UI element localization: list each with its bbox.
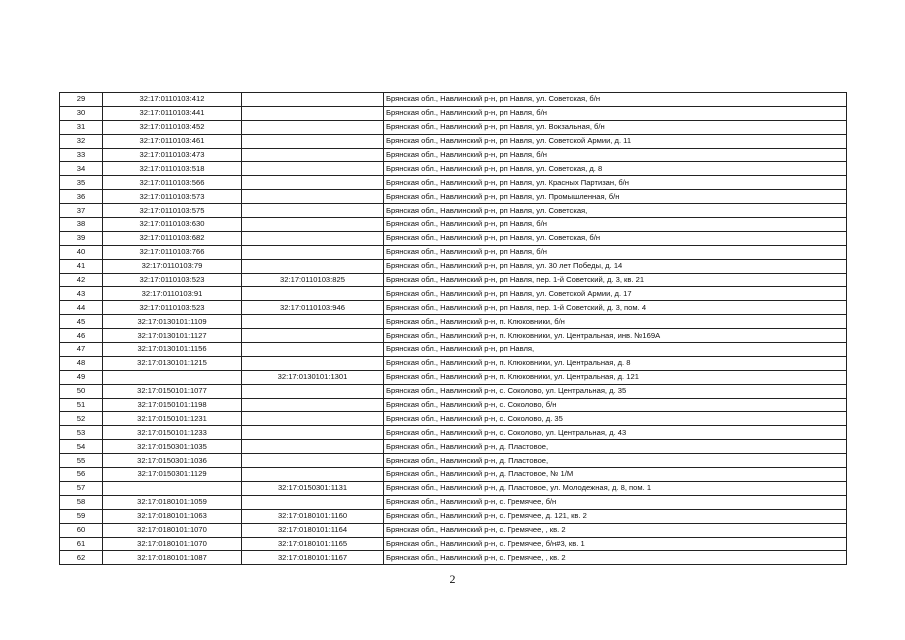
related-cadastral-number-cell: 32:17:0110103:946: [242, 301, 384, 315]
address-cell: Брянская обл., Навлинский р-н, с. Гремячее, б/н: [384, 495, 847, 509]
row-number-cell: 60: [60, 523, 103, 537]
table-row: [60, 537, 847, 551]
cadastral-number-cell: 32:17:0110103:473: [103, 148, 242, 162]
address-cell: Брянская обл., Навлинский р-н, п. Клюковники, ул. Центральная, инв. №169А: [384, 329, 847, 343]
table-row: [60, 468, 847, 482]
table-row: [60, 384, 847, 398]
related-cadastral-number-cell: 32:17:0180101:1165: [242, 537, 384, 551]
row-number-cell: 36: [60, 190, 103, 204]
related-cadastral-number-cell: 32:17:0180101:1167: [242, 551, 384, 565]
cadastral-number-cell: 32:17:0150101:1231: [103, 412, 242, 426]
table-row: [60, 176, 847, 190]
row-number-cell: 31: [60, 120, 103, 134]
cadastral-number-cell: 32:17:0150301:1035: [103, 440, 242, 454]
address-cell: Брянская обл., Навлинский р-н, рп Навля, ул. Советская, б/н: [384, 93, 847, 107]
address-cell: Брянская обл., Навлинский р-н, рп Навля, ул. Советская, б/н: [384, 231, 847, 245]
related-cadastral-number-cell: [242, 231, 384, 245]
table-row: [60, 134, 847, 148]
cadastral-number-cell: 32:17:0180101:1059: [103, 495, 242, 509]
table-row: [60, 481, 847, 495]
address-cell: Брянская обл., Навлинский р-н, д. Пластовое,: [384, 440, 847, 454]
row-number-cell: 40: [60, 245, 103, 259]
address-cell: Брянская обл., Навлинский р-н, рп Навля, ул. Советская,: [384, 204, 847, 218]
row-number-cell: 61: [60, 537, 103, 551]
cadastral-number-cell: 32:17:0110103:523: [103, 301, 242, 315]
cadastral-number-cell: 32:17:0150301:1129: [103, 468, 242, 482]
cadastral-number-cell: 32:17:0110103:575: [103, 204, 242, 218]
cadastral-number-cell: 32:17:0180101:1070: [103, 523, 242, 537]
related-cadastral-number-cell: 32:17:0130101:1301: [242, 370, 384, 384]
row-number-cell: 55: [60, 454, 103, 468]
table-row: [60, 162, 847, 176]
table-row: [60, 204, 847, 218]
table-row: [60, 398, 847, 412]
cadastral-number-cell: [103, 481, 242, 495]
related-cadastral-number-cell: [242, 412, 384, 426]
address-cell: Брянская обл., Навлинский р-н, рп Навля, б/н: [384, 245, 847, 259]
address-cell: Брянская обл., Навлинский р-н, с. Гремячее, д. 121, кв. 2: [384, 509, 847, 523]
address-cell: Брянская обл., Навлинский р-н, рп Навля, ул. Красных Партизан, б/н: [384, 176, 847, 190]
cadastral-number-cell: 32:17:0180101:1070: [103, 537, 242, 551]
row-number-cell: 42: [60, 273, 103, 287]
address-cell: Брянская обл., Навлинский р-н, рп Навля, б/н: [384, 218, 847, 232]
row-number-cell: 59: [60, 509, 103, 523]
table-row: [60, 301, 847, 315]
address-cell: Брянская обл., Навлинский р-н, рп Навля, пер. 1-й Советский, д. 3, пом. 4: [384, 301, 847, 315]
row-number-cell: 53: [60, 426, 103, 440]
table-row: [60, 509, 847, 523]
cadastral-number-cell: 32:17:0110103:452: [103, 120, 242, 134]
row-number-cell: 51: [60, 398, 103, 412]
row-number-cell: 43: [60, 287, 103, 301]
related-cadastral-number-cell: [242, 356, 384, 370]
row-number-cell: 41: [60, 259, 103, 273]
address-cell: Брянская обл., Навлинский р-н, рп Навля, ул. Советская, д. 8: [384, 162, 847, 176]
related-cadastral-number-cell: [242, 176, 384, 190]
table-row: [60, 148, 847, 162]
related-cadastral-number-cell: [242, 162, 384, 176]
cadastral-number-cell: 32:17:0130101:1127: [103, 329, 242, 343]
cadastral-number-cell: 32:17:0110103:573: [103, 190, 242, 204]
table-row: [60, 426, 847, 440]
cadastral-number-cell: 32:17:0110103:518: [103, 162, 242, 176]
row-number-cell: 49: [60, 370, 103, 384]
row-number-cell: 46: [60, 329, 103, 343]
row-number-cell: 32: [60, 134, 103, 148]
address-cell: Брянская обл., Навлинский р-н, рп Навля, ул. Советской Армии, д. 11: [384, 134, 847, 148]
row-number-cell: 48: [60, 356, 103, 370]
table-row: [60, 231, 847, 245]
related-cadastral-number-cell: [242, 454, 384, 468]
address-cell: Брянская обл., Навлинский р-н, с. Гремячее, , кв. 2: [384, 551, 847, 565]
related-cadastral-number-cell: [242, 384, 384, 398]
address-cell: Брянская обл., Навлинский р-н, с. Соколово, ул. Центральная, д. 43: [384, 426, 847, 440]
cadastral-number-cell: 32:17:0110103:461: [103, 134, 242, 148]
related-cadastral-number-cell: [242, 218, 384, 232]
cadastral-number-cell: 32:17:0110103:91: [103, 287, 242, 301]
related-cadastral-number-cell: [242, 287, 384, 301]
table-row: [60, 245, 847, 259]
related-cadastral-number-cell: [242, 120, 384, 134]
row-number-cell: 37: [60, 204, 103, 218]
table-row: [60, 93, 847, 107]
address-cell: Брянская обл., Навлинский р-н, рп Навля,: [384, 343, 847, 357]
address-cell: Брянская обл., Навлинский р-н, п. Клюковники, ул. Центральная, д. 8: [384, 356, 847, 370]
cadastral-number-cell: 32:17:0110103:766: [103, 245, 242, 259]
related-cadastral-number-cell: [242, 426, 384, 440]
related-cadastral-number-cell: 32:17:0110103:825: [242, 273, 384, 287]
row-number-cell: 39: [60, 231, 103, 245]
related-cadastral-number-cell: [242, 190, 384, 204]
table-row: [60, 412, 847, 426]
cadastral-number-cell: 32:17:0150301:1036: [103, 454, 242, 468]
cadastral-number-cell: 32:17:0180101:1087: [103, 551, 242, 565]
related-cadastral-number-cell: [242, 343, 384, 357]
related-cadastral-number-cell: [242, 315, 384, 329]
related-cadastral-number-cell: 32:17:0180101:1160: [242, 509, 384, 523]
address-cell: Брянская обл., Навлинский р-н, рп Навля, ул. Вокзальная, б/н: [384, 120, 847, 134]
address-cell: Брянская обл., Навлинский р-н, с. Соколово, д. 35: [384, 412, 847, 426]
table-row: [60, 356, 847, 370]
row-number-cell: 54: [60, 440, 103, 454]
address-cell: Брянская обл., Навлинский р-н, с. Соколово, ул. Центральная, д. 35: [384, 384, 847, 398]
address-cell: Брянская обл., Навлинский р-н, с. Гремячее, б/н#3, кв. 1: [384, 537, 847, 551]
registry-table-body: [60, 93, 847, 565]
cadastral-number-cell: 32:17:0110103:523: [103, 273, 242, 287]
row-number-cell: 44: [60, 301, 103, 315]
cadastral-number-cell: 32:17:0180101:1063: [103, 509, 242, 523]
cadastral-number-cell: 32:17:0110103:79: [103, 259, 242, 273]
related-cadastral-number-cell: [242, 93, 384, 107]
cadastral-number-cell: 32:17:0150101:1233: [103, 426, 242, 440]
related-cadastral-number-cell: [242, 495, 384, 509]
cadastral-number-cell: 32:17:0130101:1156: [103, 343, 242, 357]
related-cadastral-number-cell: [242, 148, 384, 162]
related-cadastral-number-cell: [242, 259, 384, 273]
table-row: [60, 495, 847, 509]
cadastral-number-cell: [103, 370, 242, 384]
page-number: 2: [449, 572, 456, 586]
related-cadastral-number-cell: [242, 134, 384, 148]
related-cadastral-number-cell: 32:17:0180101:1164: [242, 523, 384, 537]
table-row: [60, 523, 847, 537]
table-row: [60, 190, 847, 204]
related-cadastral-number-cell: 32:17:0150301:1131: [242, 481, 384, 495]
cadastral-number-cell: 32:17:0110103:630: [103, 218, 242, 232]
related-cadastral-number-cell: [242, 329, 384, 343]
address-cell: Брянская обл., Навлинский р-н, рп Навля, б/н: [384, 106, 847, 120]
address-cell: Брянская обл., Навлинский р-н, п. Клюковники, б/н: [384, 315, 847, 329]
row-number-cell: 34: [60, 162, 103, 176]
related-cadastral-number-cell: [242, 106, 384, 120]
address-cell: Брянская обл., Навлинский р-н, рп Навля, ул. 30 лет Победы, д. 14: [384, 259, 847, 273]
cadastral-number-cell: 32:17:0110103:682: [103, 231, 242, 245]
row-number-cell: 29: [60, 93, 103, 107]
table-row: [60, 273, 847, 287]
row-number-cell: 30: [60, 106, 103, 120]
row-number-cell: 38: [60, 218, 103, 232]
address-cell: Брянская обл., Навлинский р-н, с. Гремячее, , кв. 2: [384, 523, 847, 537]
row-number-cell: 52: [60, 412, 103, 426]
cadastral-number-cell: 32:17:0130101:1109: [103, 315, 242, 329]
table-row: [60, 454, 847, 468]
table-row: [60, 343, 847, 357]
cadastral-number-cell: 32:17:0130101:1215: [103, 356, 242, 370]
address-cell: Брянская обл., Навлинский р-н, д. Пластовое, № 1/М: [384, 468, 847, 482]
row-number-cell: 33: [60, 148, 103, 162]
table-row: [60, 287, 847, 301]
related-cadastral-number-cell: [242, 245, 384, 259]
row-number-cell: 62: [60, 551, 103, 565]
address-cell: Брянская обл., Навлинский р-н, д. Пластовое, ул. Молодежная, д. 8, пом. 1: [384, 481, 847, 495]
row-number-cell: 56: [60, 468, 103, 482]
cadastral-number-cell: 32:17:0150101:1198: [103, 398, 242, 412]
registry-table: [59, 92, 847, 565]
table-row: [60, 329, 847, 343]
cadastral-number-cell: 32:17:0110103:441: [103, 106, 242, 120]
table-row: [60, 370, 847, 384]
table-row: [60, 440, 847, 454]
row-number-cell: 47: [60, 343, 103, 357]
table-row: [60, 551, 847, 565]
table-row: [60, 218, 847, 232]
row-number-cell: 35: [60, 176, 103, 190]
address-cell: Брянская обл., Навлинский р-н, д. Пластовое,: [384, 454, 847, 468]
row-number-cell: 50: [60, 384, 103, 398]
address-cell: Брянская обл., Навлинский р-н, п. Клюковники, ул. Центральная, д. 121: [384, 370, 847, 384]
table-row: [60, 106, 847, 120]
table-row: [60, 259, 847, 273]
related-cadastral-number-cell: [242, 398, 384, 412]
cadastral-number-cell: 32:17:0110103:566: [103, 176, 242, 190]
related-cadastral-number-cell: [242, 204, 384, 218]
table-row: [60, 120, 847, 134]
cadastral-number-cell: 32:17:0150101:1077: [103, 384, 242, 398]
row-number-cell: 57: [60, 481, 103, 495]
address-cell: Брянская обл., Навлинский р-н, с. Соколово, б/н: [384, 398, 847, 412]
related-cadastral-number-cell: [242, 468, 384, 482]
address-cell: Брянская обл., Навлинский р-н, рп Навля, пер. 1-й Советский, д. 3, кв. 21: [384, 273, 847, 287]
address-cell: Брянская обл., Навлинский р-н, рп Навля, ул. Промышленная, б/н: [384, 190, 847, 204]
address-cell: Брянская обл., Навлинский р-н, рп Навля, б/н: [384, 148, 847, 162]
table-row: [60, 315, 847, 329]
address-cell: Брянская обл., Навлинский р-н, рп Навля, ул. Советской Армии, д. 17: [384, 287, 847, 301]
row-number-cell: 45: [60, 315, 103, 329]
cadastral-number-cell: 32:17:0110103:412: [103, 93, 242, 107]
related-cadastral-number-cell: [242, 440, 384, 454]
row-number-cell: 58: [60, 495, 103, 509]
